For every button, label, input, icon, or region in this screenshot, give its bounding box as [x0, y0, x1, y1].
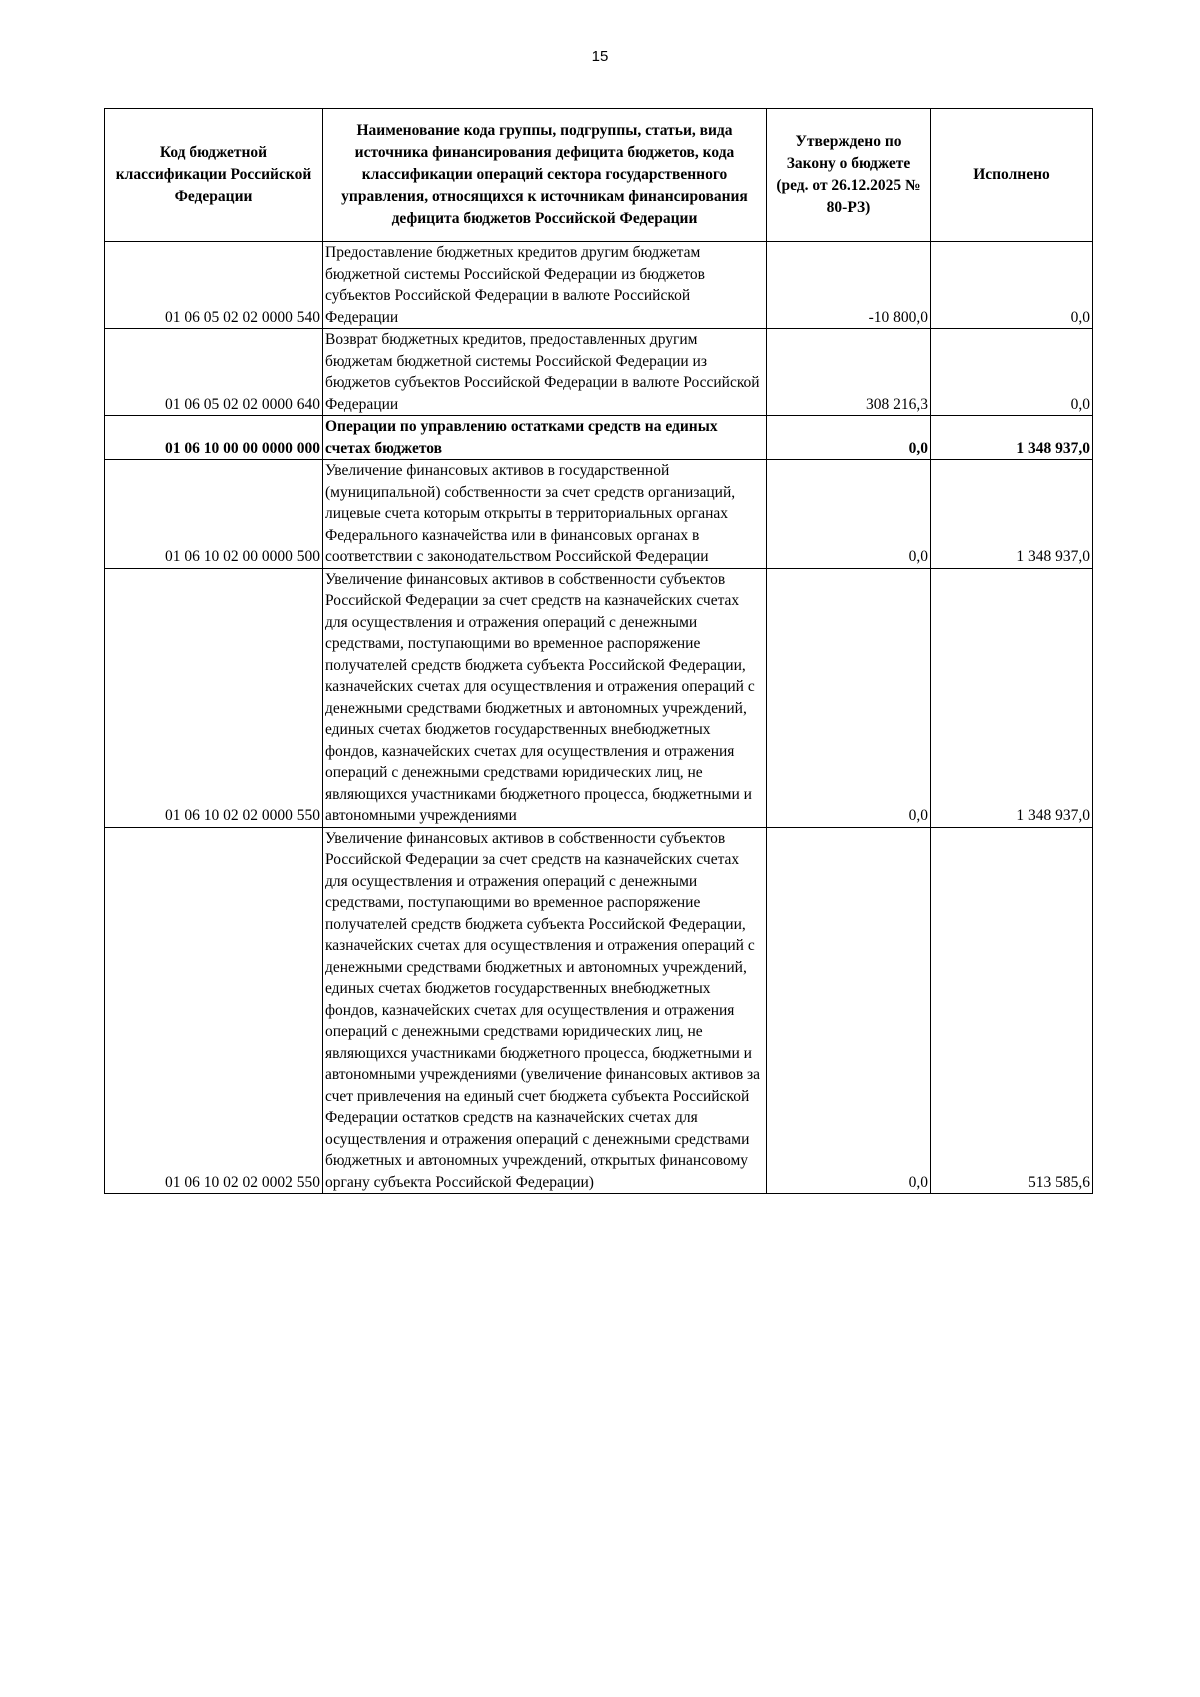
row-executed: 513 585,6 [931, 827, 1093, 1194]
row-approved: 0,0 [767, 568, 931, 827]
header-executed: Исполнено [931, 109, 1093, 242]
row-approved: 0,0 [767, 827, 931, 1194]
row-approved: 0,0 [767, 416, 931, 460]
table-row [105, 416, 1093, 460]
row-code: 01 06 10 00 00 0000 000 [105, 416, 323, 460]
row-approved: -10 800,0 [767, 242, 931, 329]
row-approved: 0,0 [767, 460, 931, 569]
row-name: Возврат бюджетных кредитов, предоставленных другим бюджетам бюджетной системы Российской Федерации из бюджетов субъектов Российской Федерации в валюте Российской Федерации [323, 329, 767, 416]
row-executed: 0,0 [931, 329, 1093, 416]
row-code: 01 06 10 02 02 0002 550 [105, 827, 323, 1194]
row-code: 01 06 05 02 02 0000 540 [105, 242, 323, 329]
row-name: Увеличение финансовых активов в собственности субъектов Российской Федерации за счет средств на казначейских счетах для осуществления и отражения операций с денежными средствами, поступающими во временное распоряжение получателей средств бюджета субъекта Российской Федерации, казначейских счетах для осуществления и отражения операций с денежными средствами бюджетных и автономных учреждений, единых счетах бюджетов государственных внебюджетных фондов, казначейских счетах для осуществления и отражения операций с денежными средствами юридических лиц, не являющихся участниками бюджетного процесса, бюджетными и автономными учреждениями (увеличение финансовых активов за счет привлечения на единый счет бюджета субъекта Российской Федерации остатков средств на казначейских счетах для осуществления и отражения операций с денежными средствами бюджетных и автономных учреждений, открытых финансовому органу субъекта Российской Федерации) [323, 827, 767, 1194]
header-code: Код бюджетной классификации Российской Федерации [105, 109, 323, 242]
table-row [105, 460, 1093, 569]
row-code: 01 06 10 02 00 0000 500 [105, 460, 323, 569]
header-name: Наименование кода группы, подгруппы, статьи, вида источника финансирования дефицита бюджетов, кода классификации операций сектора государственного управления, относящихся к источникам финансирования дефицита бюджетов Российской Федерации [323, 109, 767, 242]
row-name: Операции по управлению остатками средств на единых счетах бюджетов [323, 416, 767, 460]
table-row [105, 329, 1093, 416]
table-row [105, 568, 1093, 827]
row-executed: 1 348 937,0 [931, 416, 1093, 460]
row-executed: 1 348 937,0 [931, 460, 1093, 569]
row-executed: 0,0 [931, 242, 1093, 329]
row-code: 01 06 10 02 02 0000 550 [105, 568, 323, 827]
table-header-row [105, 109, 1093, 242]
row-code: 01 06 05 02 02 0000 640 [105, 329, 323, 416]
row-name: Увеличение финансовых активов в собственности субъектов Российской Федерации за счет средств на казначейских счетах для осуществления и отражения операций с денежными средствами, поступающими во временное распоряжение получателей средств бюджета субъекта Российской Федерации, казначейских счетах для осуществления и отражения операций с денежными средствами бюджетных и автономных учреждений, единых счетах бюджетов государственных внебюджетных фондов, казначейских счетах для осуществления и отражения операций с денежными средствами юридических лиц, не являющихся участниками бюджетного процесса, бюджетными и автономными учреждениями [323, 568, 767, 827]
row-name: Предоставление бюджетных кредитов другим бюджетам бюджетной системы Российской Федерации из бюджетов субъектов Российской Федерации в валюте Российской Федерации [323, 242, 767, 329]
row-name: Увеличение финансовых активов в государственной (муниципальной) собственности за счет средств организаций, лицевые счета которым открыты в территориальных органах Федерального казначейства или в финансовых органах в соответствии с законодательством Российской Федерации [323, 460, 767, 569]
budget-sources-table [104, 108, 1093, 1194]
table-row [105, 242, 1093, 329]
header-approved: Утверждено по Закону о бюджете (ред. от 26.12.2025 № 80-РЗ) [767, 109, 931, 242]
row-executed: 1 348 937,0 [931, 568, 1093, 827]
row-approved: 308 216,3 [767, 329, 931, 416]
table-row [105, 827, 1093, 1194]
page-number: 15 [591, 48, 609, 65]
